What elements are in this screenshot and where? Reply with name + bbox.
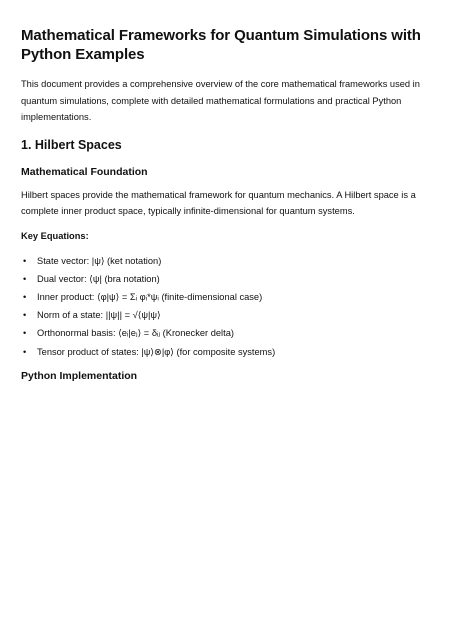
equation-orthonormal-basis: Orthonormal basis: ⟨eᵢ|eⱼ⟩ = δᵢⱼ (Kronecker delta): [37, 328, 234, 339]
list-item: [21, 270, 431, 288]
hilbert-description-paragraph: Hilbert spaces provide the mathematical framework for quantum mechanics. A Hilbert space is a complete inner product space, typically infinite-dimensional for quantum systems.: [21, 189, 416, 216]
key-equations-list: [21, 252, 431, 361]
list-item: [21, 324, 431, 342]
list-item: [21, 288, 431, 306]
bullet-icon: •: [23, 291, 27, 302]
list-item: [21, 343, 431, 361]
document-title: Mathematical Frameworks for Quantum Simulations with Python Examples: [21, 27, 421, 63]
intro-paragraph: This document provides a comprehensive overview of the core mathematical frameworks used in quantum simulations, complete with detailed mathematical formulations and practical Python implementations.: [21, 79, 420, 122]
bullet-icon: •: [23, 328, 27, 339]
equation-state-vector: State vector: |ψ⟩ (ket notation): [37, 255, 162, 266]
bullet-icon: •: [23, 273, 27, 284]
equation-norm: Norm of a state: ||ψ|| = √⟨ψ|ψ⟩: [37, 310, 161, 321]
bullet-icon: •: [23, 310, 27, 321]
equation-dual-vector: Dual vector: ⟨ψ| (bra notation): [37, 273, 160, 284]
subheading-mathematical-foundation: Mathematical Foundation: [21, 165, 148, 178]
bullet-icon: •: [23, 346, 27, 357]
bullet-icon: •: [23, 255, 27, 266]
section-heading-hilbert-spaces: 1. Hilbert Spaces: [21, 137, 122, 152]
document-page: [21, 26, 431, 391]
list-item: [21, 306, 431, 324]
list-item: [21, 252, 431, 270]
equation-inner-product: Inner product: ⟨φ|ψ⟩ = Σᵢ φᵢ*ψᵢ (finite-dimensional case): [37, 291, 263, 302]
equation-tensor-product: Tensor product of states: |ψ⟩⊗|φ⟩ (for composite systems): [37, 346, 276, 357]
subheading-python-implementation: Python Implementation: [21, 369, 138, 382]
key-equations-label: Key Equations:: [21, 230, 89, 241]
